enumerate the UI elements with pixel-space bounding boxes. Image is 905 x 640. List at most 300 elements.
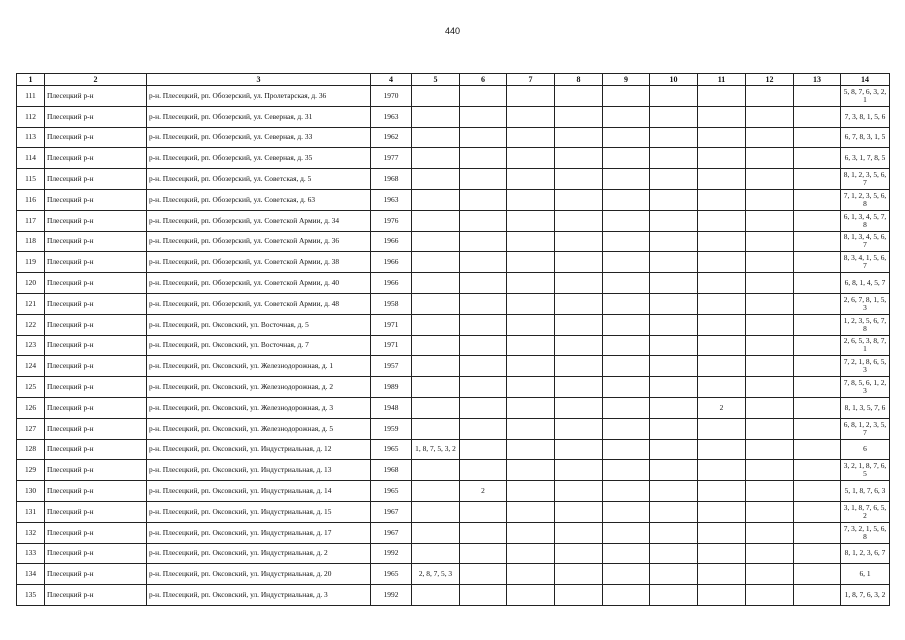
cell-address: р-н. Плесецкий, рп. Оксовский, ул. Железнодорожная, д. 5 — [147, 418, 371, 439]
cell-col-9 — [603, 314, 650, 335]
cell-year: 1965 — [371, 481, 412, 502]
cell-col-8 — [555, 356, 603, 377]
table-row — [17, 397, 890, 418]
cell-col-14: 2, 6, 5, 3, 8, 7, 1 — [841, 335, 890, 356]
cell-col-13 — [794, 397, 841, 418]
cell-col-6 — [460, 564, 507, 585]
cell-col-11 — [698, 127, 746, 148]
cell-col-8 — [555, 127, 603, 148]
cell-col-13 — [794, 522, 841, 543]
cell-address: р-н. Плесецкий, рп. Обозерский, ул. Советская, д. 63 — [147, 189, 371, 210]
register-table — [16, 73, 890, 606]
cell-address: р-н. Плесецкий, рп. Оксовский, ул. Индустриальная, д. 14 — [147, 481, 371, 502]
cell-col-13 — [794, 86, 841, 107]
cell-col-9 — [603, 335, 650, 356]
cell-col-9 — [603, 543, 650, 564]
cell-year: 1968 — [371, 460, 412, 481]
cell-col-9 — [603, 501, 650, 522]
cell-col-10 — [650, 293, 698, 314]
cell-col-14: 1, 2, 3, 5, 6, 7, 8 — [841, 314, 890, 335]
table-row — [17, 481, 890, 502]
cell-row-number: 126 — [17, 397, 45, 418]
cell-row-number: 127 — [17, 418, 45, 439]
cell-address: р-н. Плесецкий, рп. Оксовский, ул. Железнодорожная, д. 2 — [147, 377, 371, 398]
cell-col-10 — [650, 210, 698, 231]
cell-col-11 — [698, 418, 746, 439]
cell-year: 1962 — [371, 127, 412, 148]
cell-col-5 — [412, 210, 460, 231]
column-header-4: 4 — [371, 74, 412, 86]
cell-col-14: 6, 7, 8, 3, 1, 5 — [841, 127, 890, 148]
cell-col-5 — [412, 293, 460, 314]
cell-address: р-н. Плесецкий, рп. Оксовский, ул. Индустриальная, д. 13 — [147, 460, 371, 481]
cell-col-9 — [603, 86, 650, 107]
cell-col-9 — [603, 273, 650, 294]
cell-col-12 — [746, 585, 794, 606]
cell-col-7 — [507, 273, 555, 294]
cell-col-7 — [507, 418, 555, 439]
cell-row-number: 120 — [17, 273, 45, 294]
cell-col-13 — [794, 252, 841, 273]
cell-col-10 — [650, 86, 698, 107]
cell-col-5: 2, 8, 7, 5, 3 — [412, 564, 460, 585]
cell-col-8 — [555, 397, 603, 418]
cell-col-14: 8, 1, 3, 4, 5, 6, 7 — [841, 231, 890, 252]
table-row — [17, 314, 890, 335]
cell-col-6 — [460, 210, 507, 231]
cell-row-number: 117 — [17, 210, 45, 231]
cell-row-number: 123 — [17, 335, 45, 356]
cell-col-7 — [507, 543, 555, 564]
cell-col-12 — [746, 501, 794, 522]
cell-district: Плесецкий р-н — [45, 460, 147, 481]
cell-row-number: 122 — [17, 314, 45, 335]
cell-col-8 — [555, 543, 603, 564]
cell-col-12 — [746, 148, 794, 169]
cell-row-number: 133 — [17, 543, 45, 564]
cell-col-11 — [698, 106, 746, 127]
cell-col-12 — [746, 189, 794, 210]
column-header-2: 2 — [45, 74, 147, 86]
cell-col-9 — [603, 356, 650, 377]
cell-col-6 — [460, 252, 507, 273]
cell-col-7 — [507, 501, 555, 522]
cell-col-14: 6, 8, 1, 4, 5, 7 — [841, 273, 890, 294]
cell-col-8 — [555, 86, 603, 107]
cell-col-14: 3, 1, 8, 7, 6, 5, 2 — [841, 501, 890, 522]
cell-col-14: 8, 1, 2, 3, 5, 6, 7 — [841, 169, 890, 190]
cell-col-14: 6, 8, 1, 2, 3, 5, 7 — [841, 418, 890, 439]
cell-col-5 — [412, 273, 460, 294]
cell-col-12 — [746, 335, 794, 356]
cell-address: р-н. Плесецкий, рп. Оксовский, ул. Индустриальная, д. 12 — [147, 439, 371, 460]
cell-col-8 — [555, 501, 603, 522]
cell-col-12 — [746, 418, 794, 439]
cell-col-5 — [412, 148, 460, 169]
cell-col-13 — [794, 377, 841, 398]
cell-col-7 — [507, 293, 555, 314]
cell-col-8 — [555, 585, 603, 606]
cell-row-number: 115 — [17, 169, 45, 190]
cell-year: 1966 — [371, 273, 412, 294]
cell-row-number: 134 — [17, 564, 45, 585]
cell-col-12 — [746, 210, 794, 231]
cell-row-number: 118 — [17, 231, 45, 252]
cell-col-7 — [507, 169, 555, 190]
cell-col-8 — [555, 106, 603, 127]
cell-district: Плесецкий р-н — [45, 314, 147, 335]
cell-col-7 — [507, 439, 555, 460]
table-row — [17, 189, 890, 210]
column-header-8: 8 — [555, 74, 603, 86]
cell-col-14: 1, 8, 7, 6, 3, 2 — [841, 585, 890, 606]
column-header-14: 14 — [841, 74, 890, 86]
cell-col-14: 7, 8, 5, 6, 1, 2, 3 — [841, 377, 890, 398]
cell-col-9 — [603, 418, 650, 439]
cell-year: 1967 — [371, 522, 412, 543]
cell-address: р-н. Плесецкий, рп. Оксовский, ул. Железнодорожная, д. 1 — [147, 356, 371, 377]
cell-col-7 — [507, 106, 555, 127]
cell-col-13 — [794, 148, 841, 169]
cell-col-8 — [555, 460, 603, 481]
cell-col-9 — [603, 481, 650, 502]
cell-col-14: 8, 1, 3, 5, 7, 6 — [841, 397, 890, 418]
cell-year: 1963 — [371, 106, 412, 127]
cell-row-number: 119 — [17, 252, 45, 273]
cell-col-13 — [794, 564, 841, 585]
cell-col-11 — [698, 377, 746, 398]
column-header-13: 13 — [794, 74, 841, 86]
cell-col-9 — [603, 585, 650, 606]
cell-col-5 — [412, 169, 460, 190]
table-row — [17, 564, 890, 585]
cell-col-9 — [603, 397, 650, 418]
cell-col-11 — [698, 501, 746, 522]
cell-col-5 — [412, 356, 460, 377]
cell-year: 1989 — [371, 377, 412, 398]
cell-col-12 — [746, 127, 794, 148]
cell-col-5 — [412, 189, 460, 210]
table-row — [17, 460, 890, 481]
cell-row-number: 114 — [17, 148, 45, 169]
cell-col-5 — [412, 314, 460, 335]
cell-row-number: 132 — [17, 522, 45, 543]
cell-col-11 — [698, 293, 746, 314]
cell-col-5 — [412, 543, 460, 564]
table-row — [17, 86, 890, 107]
table-row — [17, 127, 890, 148]
cell-col-6 — [460, 148, 507, 169]
cell-col-14: 6, 1 — [841, 564, 890, 585]
cell-col-11 — [698, 439, 746, 460]
cell-col-6 — [460, 543, 507, 564]
cell-col-6 — [460, 335, 507, 356]
cell-col-12 — [746, 564, 794, 585]
cell-district: Плесецкий р-н — [45, 501, 147, 522]
cell-address: р-н. Плесецкий, рп. Оксовский, ул. Железнодорожная, д. 3 — [147, 397, 371, 418]
cell-row-number: 125 — [17, 377, 45, 398]
cell-col-5 — [412, 481, 460, 502]
header-row — [17, 74, 890, 86]
cell-year: 1963 — [371, 189, 412, 210]
cell-col-11 — [698, 335, 746, 356]
cell-col-5 — [412, 335, 460, 356]
table-row — [17, 169, 890, 190]
cell-col-10 — [650, 314, 698, 335]
cell-year: 1970 — [371, 86, 412, 107]
cell-col-6 — [460, 460, 507, 481]
page-number: 440 — [444, 26, 461, 36]
table-row — [17, 273, 890, 294]
cell-district: Плесецкий р-н — [45, 439, 147, 460]
cell-col-9 — [603, 169, 650, 190]
cell-col-9 — [603, 377, 650, 398]
cell-district: Плесецкий р-н — [45, 86, 147, 107]
cell-year: 1957 — [371, 356, 412, 377]
cell-col-9 — [603, 460, 650, 481]
cell-col-7 — [507, 86, 555, 107]
table-row — [17, 585, 890, 606]
cell-col-11 — [698, 210, 746, 231]
cell-col-10 — [650, 481, 698, 502]
table-body — [17, 86, 890, 606]
cell-col-13 — [794, 293, 841, 314]
cell-col-11 — [698, 356, 746, 377]
cell-col-13 — [794, 460, 841, 481]
cell-col-9 — [603, 127, 650, 148]
cell-col-11 — [698, 460, 746, 481]
cell-col-14: 5, 8, 7, 6, 3, 2, 1 — [841, 86, 890, 107]
table-row — [17, 543, 890, 564]
cell-district: Плесецкий р-н — [45, 522, 147, 543]
cell-year: 1948 — [371, 397, 412, 418]
column-header-7: 7 — [507, 74, 555, 86]
cell-col-5 — [412, 418, 460, 439]
cell-col-14: 6, 1, 3, 4, 5, 7, 8 — [841, 210, 890, 231]
cell-col-12 — [746, 293, 794, 314]
cell-year: 1992 — [371, 585, 412, 606]
cell-district: Плесецкий р-н — [45, 127, 147, 148]
cell-row-number: 131 — [17, 501, 45, 522]
column-header-10: 10 — [650, 74, 698, 86]
cell-col-9 — [603, 231, 650, 252]
cell-col-5: 1, 8, 7, 5, 3, 2 — [412, 439, 460, 460]
cell-row-number: 129 — [17, 460, 45, 481]
cell-col-7 — [507, 252, 555, 273]
cell-col-11 — [698, 169, 746, 190]
cell-col-8 — [555, 210, 603, 231]
cell-row-number: 128 — [17, 439, 45, 460]
cell-col-5 — [412, 397, 460, 418]
cell-col-9 — [603, 148, 650, 169]
cell-col-13 — [794, 314, 841, 335]
cell-col-6 — [460, 585, 507, 606]
cell-year: 1967 — [371, 501, 412, 522]
cell-col-7 — [507, 460, 555, 481]
cell-district: Плесецкий р-н — [45, 293, 147, 314]
table-row — [17, 522, 890, 543]
cell-district: Плесецкий р-н — [45, 210, 147, 231]
cell-col-5 — [412, 86, 460, 107]
cell-district: Плесецкий р-н — [45, 481, 147, 502]
cell-year: 1968 — [371, 169, 412, 190]
cell-col-6 — [460, 501, 507, 522]
cell-col-10 — [650, 585, 698, 606]
cell-district: Плесецкий р-н — [45, 377, 147, 398]
cell-col-14: 7, 3, 2, 1, 5, 6, 8 — [841, 522, 890, 543]
cell-col-11 — [698, 543, 746, 564]
cell-col-12 — [746, 231, 794, 252]
cell-col-9 — [603, 439, 650, 460]
cell-address: р-н. Плесецкий, рп. Обозерский, ул. Советской Армии, д. 36 — [147, 231, 371, 252]
cell-col-12 — [746, 377, 794, 398]
cell-col-12 — [746, 86, 794, 107]
cell-col-10 — [650, 335, 698, 356]
cell-row-number: 112 — [17, 106, 45, 127]
cell-col-6 — [460, 293, 507, 314]
cell-col-10 — [650, 460, 698, 481]
cell-col-10 — [650, 252, 698, 273]
cell-col-5 — [412, 501, 460, 522]
cell-year: 1959 — [371, 418, 412, 439]
cell-row-number: 111 — [17, 86, 45, 107]
cell-col-11 — [698, 314, 746, 335]
cell-col-5 — [412, 460, 460, 481]
cell-col-13 — [794, 543, 841, 564]
cell-address: р-н. Плесецкий, рп. Обозерский, ул. Советской Армии, д. 40 — [147, 273, 371, 294]
cell-col-13 — [794, 335, 841, 356]
cell-col-12 — [746, 356, 794, 377]
cell-col-11: 2 — [698, 397, 746, 418]
cell-col-6 — [460, 397, 507, 418]
table-row — [17, 418, 890, 439]
cell-col-6 — [460, 273, 507, 294]
cell-col-5 — [412, 231, 460, 252]
table-row — [17, 501, 890, 522]
column-header-6: 6 — [460, 74, 507, 86]
cell-col-8 — [555, 564, 603, 585]
cell-col-7 — [507, 210, 555, 231]
cell-col-9 — [603, 106, 650, 127]
cell-district: Плесецкий р-н — [45, 335, 147, 356]
table-row — [17, 439, 890, 460]
cell-col-10 — [650, 273, 698, 294]
cell-col-13 — [794, 106, 841, 127]
cell-row-number: 121 — [17, 293, 45, 314]
column-header-9: 9 — [603, 74, 650, 86]
cell-address: р-н. Плесецкий, рп. Оксовский, ул. Восточная, д. 5 — [147, 314, 371, 335]
cell-col-5 — [412, 585, 460, 606]
cell-col-7 — [507, 127, 555, 148]
cell-col-12 — [746, 106, 794, 127]
cell-col-14: 6, 3, 1, 7, 8, 5 — [841, 148, 890, 169]
column-header-11: 11 — [698, 74, 746, 86]
cell-col-6 — [460, 522, 507, 543]
cell-col-13 — [794, 585, 841, 606]
cell-address: р-н. Плесецкий, рп. Оксовский, ул. Индустриальная, д. 15 — [147, 501, 371, 522]
cell-col-14: 7, 2, 1, 8, 6, 5, 3 — [841, 356, 890, 377]
cell-col-8 — [555, 418, 603, 439]
cell-col-13 — [794, 418, 841, 439]
cell-row-number: 116 — [17, 189, 45, 210]
cell-col-9 — [603, 564, 650, 585]
cell-col-10 — [650, 148, 698, 169]
column-header-5: 5 — [412, 74, 460, 86]
cell-col-7 — [507, 356, 555, 377]
cell-col-8 — [555, 293, 603, 314]
cell-col-12 — [746, 314, 794, 335]
cell-col-6 — [460, 356, 507, 377]
cell-col-8 — [555, 377, 603, 398]
cell-col-13 — [794, 481, 841, 502]
cell-col-10 — [650, 189, 698, 210]
cell-col-6 — [460, 439, 507, 460]
cell-col-8 — [555, 439, 603, 460]
cell-col-8 — [555, 335, 603, 356]
cell-year: 1965 — [371, 439, 412, 460]
cell-col-8 — [555, 252, 603, 273]
cell-district: Плесецкий р-н — [45, 585, 147, 606]
cell-col-7 — [507, 481, 555, 502]
cell-district: Плесецкий р-н — [45, 252, 147, 273]
cell-col-10 — [650, 418, 698, 439]
cell-district: Плесецкий р-н — [45, 543, 147, 564]
cell-col-6 — [460, 169, 507, 190]
cell-district: Плесецкий р-н — [45, 106, 147, 127]
cell-col-14: 8, 3, 4, 1, 5, 6, 7 — [841, 252, 890, 273]
cell-col-12 — [746, 460, 794, 481]
cell-col-8 — [555, 148, 603, 169]
cell-col-9 — [603, 522, 650, 543]
cell-address: р-н. Плесецкий, рп. Оксовский, ул. Восточная, д. 7 — [147, 335, 371, 356]
cell-col-6: 2 — [460, 481, 507, 502]
cell-district: Плесецкий р-н — [45, 418, 147, 439]
cell-address: р-н. Плесецкий, рп. Обозерский, ул. Северная, д. 35 — [147, 148, 371, 169]
table-row — [17, 252, 890, 273]
cell-col-13 — [794, 189, 841, 210]
cell-col-8 — [555, 481, 603, 502]
cell-col-7 — [507, 522, 555, 543]
column-header-1: 1 — [17, 74, 45, 86]
cell-col-12 — [746, 397, 794, 418]
cell-col-5 — [412, 522, 460, 543]
cell-col-12 — [746, 543, 794, 564]
cell-col-6 — [460, 189, 507, 210]
cell-col-10 — [650, 543, 698, 564]
table-row — [17, 148, 890, 169]
cell-district: Плесецкий р-н — [45, 169, 147, 190]
cell-col-10 — [650, 439, 698, 460]
cell-col-10 — [650, 127, 698, 148]
cell-row-number: 135 — [17, 585, 45, 606]
cell-col-12 — [746, 169, 794, 190]
cell-col-7 — [507, 231, 555, 252]
cell-col-6 — [460, 106, 507, 127]
cell-col-10 — [650, 231, 698, 252]
cell-year: 1965 — [371, 564, 412, 585]
cell-col-12 — [746, 481, 794, 502]
cell-col-13 — [794, 169, 841, 190]
cell-col-14: 7, 1, 2, 3, 5, 6, 8 — [841, 189, 890, 210]
cell-row-number: 124 — [17, 356, 45, 377]
cell-col-6 — [460, 231, 507, 252]
cell-col-6 — [460, 86, 507, 107]
table-row — [17, 356, 890, 377]
cell-address: р-н. Плесецкий, рп. Оксовский, ул. Индустриальная, д. 2 — [147, 543, 371, 564]
cell-col-5 — [412, 377, 460, 398]
cell-col-14: 3, 2, 1, 8, 7, 6, 5 — [841, 460, 890, 481]
cell-district: Плесецкий р-н — [45, 231, 147, 252]
